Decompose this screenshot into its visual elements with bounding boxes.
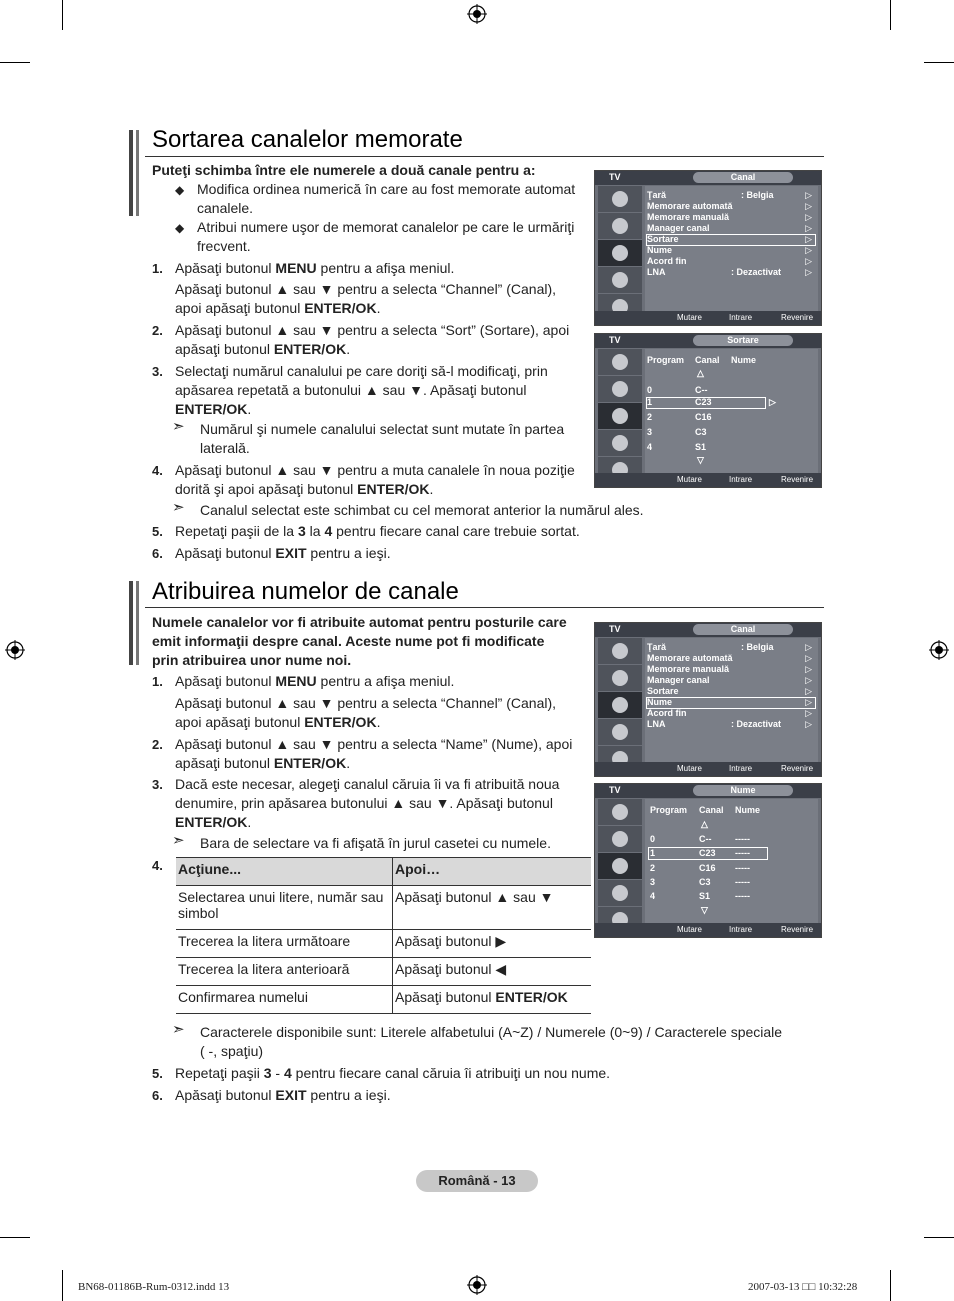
step-number: 5. [152,524,163,539]
step-text: Apăsaţi butonul MENU pentru a afişa meniul. [175,673,455,689]
step-number: 2. [152,323,163,338]
tv-menu-sidebar [598,349,642,484]
section-intro: Numele canalelor vor fi atribuite automat pentru posturile care emit informaţii despre canal. Aceste nume pot fi modificate prin atribuirea unor nume noi. [152,614,567,668]
crop-mark [924,62,954,63]
step-text: Apăsaţi butonul EXIT pentru a ieşi. [175,545,391,561]
table-cell: Confirmarea numelui [176,986,393,1014]
step-text: Dacă este necesar, alegeţi canalul căruia îi va fi atribuită noua denumire, prin apăsarea butonului ▲ sau ▼. Apăsaţi butonul ENTER/OK. [175,776,560,830]
picture-icon [598,186,642,212]
channel-icon [598,403,642,429]
picture-icon [598,349,642,375]
step-number: 5. [152,1066,163,1081]
tv-menu-sidebar [598,799,642,934]
step-text: Apăsaţi butonul EXIT pentru a ieşi. [175,1087,391,1103]
title-rule [145,156,824,157]
tv-menu-title: Nume [693,785,793,796]
action-table [176,857,591,1014]
step-number: 6. [152,546,163,561]
table-row [176,958,591,986]
sound-icon [598,826,642,852]
channel-icon [598,853,642,879]
channel-icon [598,240,642,266]
table-cell: Selectarea unui litere, număr sau simbol [176,886,393,930]
step-text: Apăsaţi butonul ▲ sau ▼ pentru a selecta “Name” (Nume), apoi apăsaţi butonul ENTER/OK. [175,736,573,771]
table-header: Acţiune... [176,858,393,886]
step-number: 4. [152,858,163,873]
section-intro: Puteţi schimba între ele numerele a două canale pentru a: [152,162,536,178]
section-marker [136,581,139,665]
print-timestamp: 2007-03-13 □□ 10:32:28 [748,1281,858,1293]
sound-icon [598,376,642,402]
crop-mark [62,1270,63,1301]
title-rule [145,607,824,608]
sound-icon [598,665,642,691]
table-cell: Apăsaţi butonul ▲ sau ▼ [393,886,592,930]
tv-menu-sortare: TV Sortare Program Canal Nume △ 0 C-- 1 C23 ▷ 2 C16 3 C3 4 S1 ▽ Mutare Intrare Revenire [594,333,822,488]
tv-menu-title: Canal [693,624,793,635]
setup-icon [598,719,642,745]
table-row [176,886,591,930]
step-text: Apăsaţi butonul ▲ sau ▼ pentru a selecta “Sort” (Sortare), apoi apăsaţi butonul ENTER/OK. [175,322,570,357]
tv-menu-sidebar [598,186,642,321]
bullet-text: Modifica ordinea numerică în care au fost memorate automat canalele. [197,181,576,216]
note-arrow-icon: ➣ [172,418,185,435]
crop-mark [0,62,30,63]
bullet-icon: ◆ [175,183,185,197]
tv-menu-canal: TV Canal Ţară : Belgia ▷ Memorare automată ▷ Memorare manuală ▷ Manager canal ▷ Sortare ▷ Nume ▷ Acord fin ▷ LNA : Dezactivat ▷ Mutare Intrare Revenire [594,622,822,777]
tv-menu-nume: TV Nume Program Canal Nume △ 0 C-- ----- 1 C23 ----- 2 C16 ----- 3 C3 ----- 4 S1 ----- ▽ Mutare Intrare Revenire [594,783,822,938]
setup-icon [598,267,642,293]
section-title: Atribuirea numelor de canale [152,578,459,605]
step-number: 1. [152,261,163,276]
step-text: Apăsaţi butonul ▲ sau ▼ pentru a muta canalele în noua poziţie dorită şi apoi apăsaţi butonul ENTER/OK. [175,462,575,497]
section-marker [129,581,133,665]
crop-mark [924,1237,954,1238]
registration-mark-icon [5,640,25,660]
print-file-name: BN68-01186B-Rum-0312.indd 13 [78,1281,230,1293]
setup-icon [598,880,642,906]
channel-icon [598,692,642,718]
table-cell: Apăsaţi butonul ENTER/OK [393,986,592,1014]
note-text: Bara de selectare va fi afişată în jurul casetei cu numele. [200,835,551,851]
registration-mark-icon [467,4,487,24]
table-cell: Trecerea la litera următoare [176,930,393,958]
page-number-badge: Română - 13 [416,1170,538,1192]
note-arrow-icon: ➣ [172,499,185,516]
crop-mark [0,1237,30,1238]
step-number: 4. [152,463,163,478]
step-number: 3. [152,777,163,792]
section-marker [129,130,133,216]
crop-mark [890,1270,891,1301]
sound-icon [598,213,642,239]
step-number: 1. [152,674,163,689]
picture-icon [598,799,642,825]
tv-menu-sidebar [598,638,642,773]
step-text: Repetaţi paşii de la 3 la 4 pentru fiecare canal care trebuie sortat. [175,523,580,539]
bullet-text: Atribui numere uşor de memorat canalelor pe care le urmăriţi frecvent. [197,219,575,254]
step-number: 3. [152,364,163,379]
step-text: Repetaţi paşii 3 - 4 pentru fiecare canal căruia îi atribuiţi un nou nume. [175,1065,611,1081]
note-text: Caracterele disponibile sunt: Literele alfabetului (A~Z) / Numerele (0~9) / Caracterele speciale ( -, spaţiu) [200,1024,783,1059]
table-cell: Apăsaţi butonul ◀ [393,958,592,986]
tv-menu-canal: TV Canal Ţară : Belgia ▷ Memorare automată ▷ Memorare manuală ▷ Manager canal ▷ Sortare ▷ Nume ▷ Acord fin ▷ LNA : Dezactivat ▷ Mutare Intrare Revenire [594,170,822,326]
picture-icon [598,638,642,664]
table-cell: Apăsaţi butonul ▶ [393,930,592,958]
registration-mark-icon [467,1275,487,1295]
note-arrow-icon: ➣ [172,832,185,849]
section-marker [136,130,139,216]
table-row [176,986,591,1014]
note-text: Canalul selectat este schimbat cu cel memorat anterior la numărul ales. [200,502,644,518]
note-arrow-icon: ➣ [172,1021,185,1038]
step-number: 2. [152,737,163,752]
step-text: Apăsaţi butonul MENU pentru a afişa meniul. [175,260,455,276]
crop-mark [62,0,63,30]
step-text: Apăsaţi butonul ▲ sau ▼ pentru a selecta “Channel” (Canal), apoi apăsaţi butonul ENTER/OK. [175,281,557,316]
setup-icon [598,430,642,456]
bullet-icon: ◆ [175,221,185,235]
step-text: Apăsaţi butonul ▲ sau ▼ pentru a selecta “Channel” (Canal), apoi apăsaţi butonul ENTER/OK. [175,695,557,730]
crop-mark [890,0,891,30]
tv-menu-title: Canal [693,172,793,183]
section-title: Sortarea canalelor memorate [152,126,463,153]
step-text: Selectaţi numărul canalului pe care doriţi să-l modificaţi, prin apăsarea repetată a butonului ▲ sau ▼. Apăsaţi butonul ENTER/OK. [175,363,548,417]
table-cell: Trecerea la litera anterioară [176,958,393,986]
table-row [176,930,591,958]
note-text: Numărul şi numele canalului selectat sunt mutate în partea laterală. [200,421,565,456]
tv-menu-title: Sortare [693,335,793,346]
step-number: 6. [152,1088,163,1103]
registration-mark-icon [929,640,949,660]
table-header: Apoi… [393,858,592,886]
